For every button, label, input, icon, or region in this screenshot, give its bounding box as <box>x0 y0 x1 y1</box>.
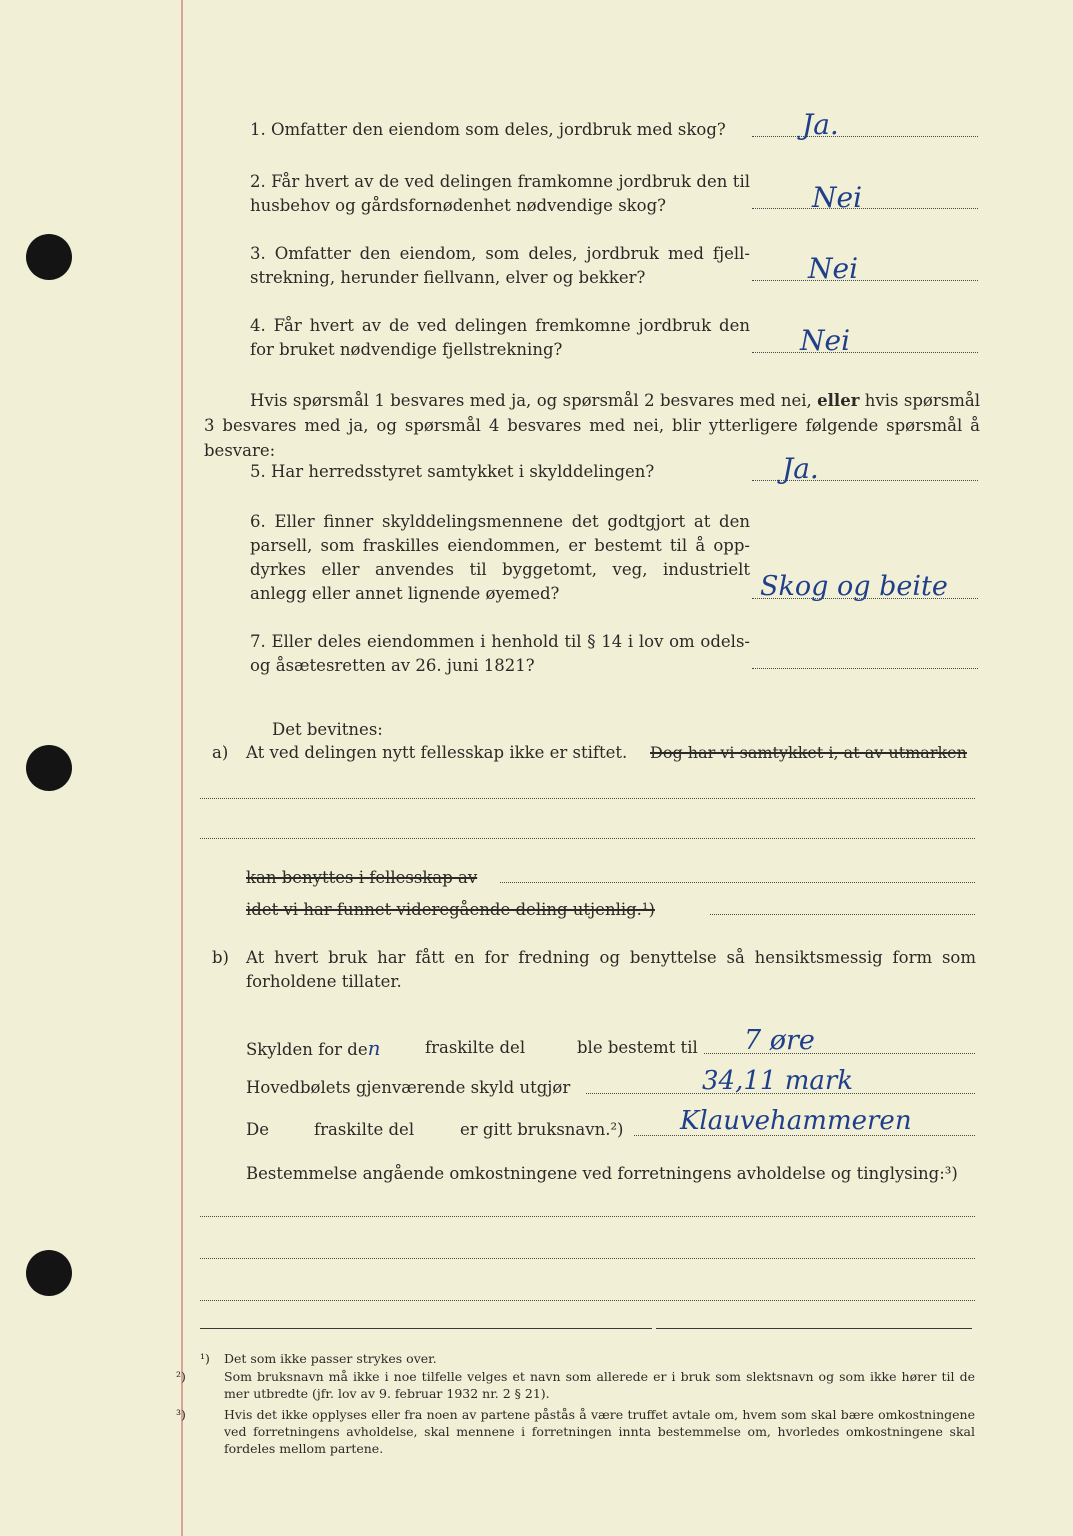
answer-1: Ja. <box>802 108 839 141</box>
blank-line <box>200 1258 975 1259</box>
bruksnavn-label-c: er gitt bruksnavn.²) <box>460 1120 624 1139</box>
blank-line <box>200 838 975 839</box>
blank-line <box>710 914 975 915</box>
answer-5: Ja. <box>782 452 819 485</box>
footnote-3: ³) Hvis det ikke opplyses eller fra noen av partene påstås å være truffet avtale om, hvem som skal bære omkostningene ved forretningens avholdelse, skal mennene i forretningen innta bestemmelse om, hvorledes omkostningene skal fordeles mellom partene. <box>176 1407 975 1456</box>
answer-3: Nei <box>808 252 859 285</box>
answer-line-2 <box>752 208 978 209</box>
skyld-value: 7 øre <box>744 1025 815 1056</box>
item-a-text: At ved delingen nytt fellesskap ikke er stiftet. <box>246 743 628 762</box>
red-margin-line <box>181 0 183 1536</box>
question-5: 5. Har herredsstyret samtykket i skylddelingen? <box>250 462 655 481</box>
footnote-2: ²) Som bruksnavn må ikke i noe tilfelle velges et navn som allerede er i bruk som slektsnavn og som ikke hører til de mer utbredte (jfr. lov av 9. februar 1932 nr. 2 § 21). <box>176 1369 975 1401</box>
question-7: 7. Eller deles eiendommen i henhold til § 14 i lov om odels- og åsætesretten av 26. juni 1821? <box>250 632 750 675</box>
skyld-label-c: ble bestemt til <box>577 1038 698 1057</box>
answer-line-3 <box>752 280 978 281</box>
answer-line-4 <box>752 352 978 353</box>
question-1: 1. Omfatter den eiendom som deles, jordbruk med skog? <box>250 120 726 139</box>
bruksnavn-value: Klauvehammeren <box>680 1106 912 1136</box>
blank-line <box>200 1216 975 1217</box>
bruksnavn-label-a: De <box>246 1120 269 1139</box>
question-6: 6. Eller finner skylddelingsmennene det godtgjort at den parsell, som fraskilles eiendommen, er bestemt til å opp- dyrkes eller anvendes til byggetomt, veg, industrielt anlegg eller annet lignende øyemed? <box>250 512 750 603</box>
question-4: 4. Får hvert av de ved delingen fremkomne jordbruk den for bruket nødvendige fjellstrekning? <box>250 316 750 359</box>
skyld-label-b: fraskilte del <box>425 1038 526 1057</box>
bestemmelse-label: Bestemmelse angående omkostningene ved forretningens avholdelse og tinglysing:³) <box>246 1164 958 1183</box>
bruksnavn-label-b: fraskilte del <box>314 1120 415 1139</box>
answer-line-1 <box>752 136 978 137</box>
punch-hole <box>26 1250 72 1296</box>
answer-line-7 <box>752 668 978 669</box>
question-2: 2. Får hvert av de ved delingen framkomne jordbruk den til husbehov og gårdsfornødenhet nødvendige skog? <box>250 172 750 215</box>
struck-line-1: kan benyttes i fellesskap av <box>246 868 478 887</box>
blank-line <box>500 882 975 883</box>
punch-hole <box>26 745 72 791</box>
blank-line <box>200 798 975 799</box>
answer-4: Nei <box>800 324 851 357</box>
footnote-1: ¹) Det som ikke passer strykes over. <box>200 1351 437 1366</box>
answer-6: Skog og beite <box>760 571 948 602</box>
struck-line-2: idet vi har funnet videregående deling utjenlig.¹) <box>246 900 655 919</box>
hovedbol-value: 34,11 mark <box>702 1066 854 1096</box>
item-b-text: At hvert bruk har fått en for fredning og benyttelse så hensiktsmessig form som forholdene tillater. <box>246 948 976 991</box>
item-b-marker: b) <box>212 948 229 967</box>
answer-2: Nei <box>812 181 863 214</box>
question-3: 3. Omfatter den eiendom, som deles, jordbruk med fjell- strekning, herunder fiellvann, elver og bekker? <box>250 244 750 287</box>
blank-line <box>200 1300 975 1301</box>
hovedbol-label: Hovedbølets gjenværende skyld utgjør <box>246 1078 571 1097</box>
punch-hole <box>26 234 72 280</box>
skyld-label: Skylden for den <box>246 1036 381 1060</box>
item-a-marker: a) <box>212 743 229 762</box>
item-a-struck-text: Dog har vi samtykket i, at av utmarken <box>650 743 967 762</box>
footnote-rule <box>656 1328 972 1329</box>
condition-paragraph: Hvis spørsmål 1 besvares med ja, og spørsmål 2 besvares med nei, eller hvis spørsmål 3 besvares med ja, og spørsmål 4 besvares med nei, blir ytterligere følgende spørsmål å besvare: <box>204 391 980 460</box>
testimony-heading: Det bevitnes: <box>272 720 383 739</box>
footnote-rule <box>200 1328 652 1329</box>
